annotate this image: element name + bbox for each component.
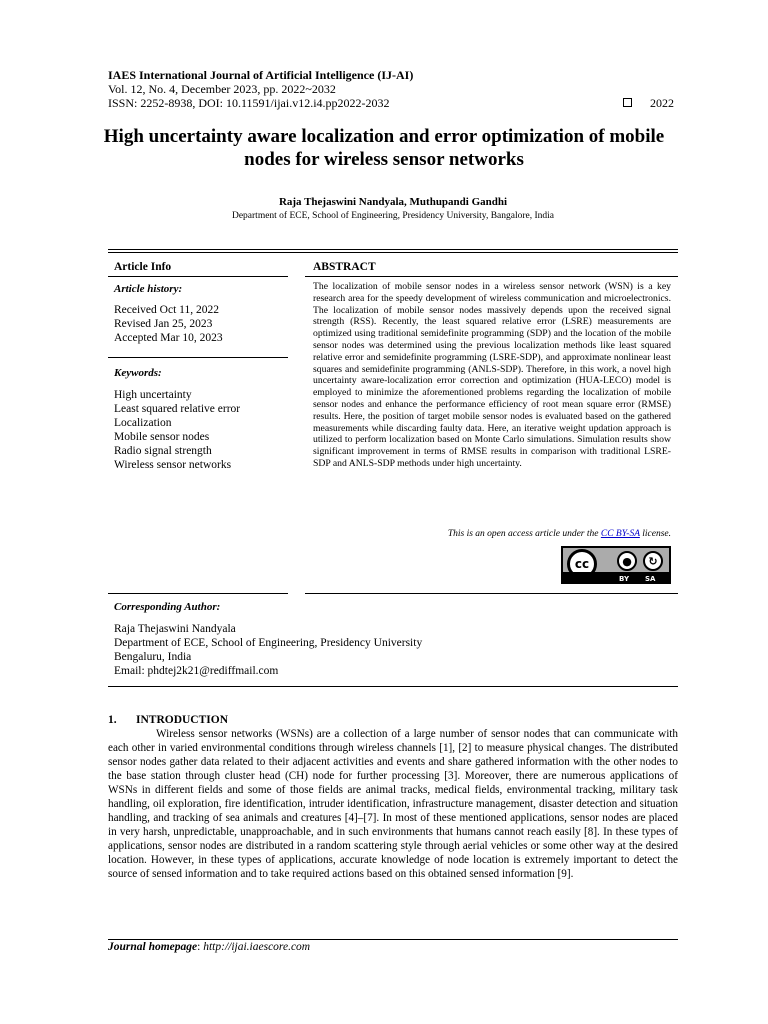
person-icon: ● <box>617 551 637 571</box>
page-number: 2022 <box>650 96 674 110</box>
license-suffix: license. <box>639 529 671 539</box>
article-history-list <box>114 303 223 345</box>
divider <box>108 249 678 250</box>
divider <box>108 686 678 687</box>
share-alike-icon: ↻ <box>643 551 663 571</box>
authors: Raja Thejaswini Nandyala, Muthupandi Gandhi <box>278 196 508 208</box>
cc-icon: cc <box>567 549 597 579</box>
badge-sa-label: SA <box>645 575 656 583</box>
keywords-heading: Keywords: <box>114 367 162 379</box>
divider <box>108 252 678 253</box>
square-icon <box>623 98 632 107</box>
introduction-text: Wireless sensor networks (WSNs) are a collection of a large number of sensor nodes that can communicate with each other in varied environmental conditions through wireless channels [1], [2] to measure physical changes. The distributed sensor nodes gather data related to their adjacent activities and events and share gathered information with the other nodes to the base station through cluster head (CH) node for further processing [3]. Moreover, there are numerous applications of WSNs in different fields and some of those fields are animal tracks, medical fields, environmental tracking, military task handling, oil exploration, fire identification, intruder identification, infrastructure management, disaster detection and situation handling, and tracking of sea animals and creatures [4]–[7]. In most of these mentioned applications, sensor nodes are placed in very harsh, unpredictable, unapproachable, and in such environments that humans cannot reach easily [8]. In these types of applications, sensor nodes are distributed in a random scattering style through aerial vehicles or some other way at the desired location. However, in these types of applications, accurate knowledge of node location is extremely important to detect the source of sensed information and to take required actions based on this obtained sensed information [9]. <box>108 728 678 880</box>
section-number: 1. <box>108 714 117 726</box>
license-link[interactable]: CC BY-SA <box>600 529 640 539</box>
journal-name: IAES International Journal of Artificial Intelligence (IJ-AI) <box>108 68 414 82</box>
author-name: Raja Thejaswini Nandyala <box>114 623 236 635</box>
divider <box>108 593 288 594</box>
license-line <box>313 529 671 539</box>
journal-issn-doi: ISSN: 2252-8938, DOI: 10.11591/ijai.v12.i4.pp2022-2032 <box>108 96 390 110</box>
divider <box>108 939 678 940</box>
introduction-heading <box>108 714 228 726</box>
divider <box>108 357 288 358</box>
divider <box>305 593 678 594</box>
section-title: INTRODUCTION <box>136 714 229 726</box>
license-prefix: This is an open access article under the <box>447 529 601 539</box>
cc-by-sa-badge[interactable] <box>561 546 671 584</box>
author-email: Email: phdtej2k21@rediffmail.com <box>114 665 279 677</box>
corresponding-author-details <box>114 622 422 678</box>
divider <box>305 276 678 277</box>
list-item: Accepted Mar 10, 2023 <box>114 332 223 344</box>
abstract-text: The localization of mobile sensor nodes in a wireless sensor network (WSN) is a key research area for the speedy development of wireless communication and microelectronics. The localization of mobile sensor nodes massively depends upon the received signal strength (RSS). Recently, the least squared relative error (LSRE) measurements are optimized using traditional semidefinite programming (SDP) and the location of the mobile sensor nodes was determined using the previous localization methods like least squared relative error and semidefinite programming (LSRE-SDP), and approximate nonlinear least squares and semidefinite programming (ANLS-SDP). Therefore, in this work, a novel high uncertainty aware-localization error correction and optimization (HUA-LECO) model is employed to minimize the aforementioned problems regarding the localization of mobile sensor nodes and enhance the performance efficiency of root mean square error (RMSE) results. Here, the position of target mobile sensor nodes is evaluated based on the gathered measurements while discarding faulty data. Here, an iterative weight updation approach is utilized to perform localization based on Monte Carlo simulations. Simulation results show significant improvement in terms of RMSE results in comparison with traditional LSRE-SDP and ANLS-SDP methods under high uncertainty. <box>313 281 671 469</box>
list-item: Mobile sensor nodes <box>114 431 210 443</box>
list-item: Wireless sensor networks <box>114 459 232 471</box>
author-department: Department of ECE, School of Engineering, Presidency University <box>114 637 423 649</box>
paper-title: High uncertainty aware localization and error optimization of mobile nodes for wireless sensor networks <box>103 126 665 170</box>
footer: Journal homepage: http://ijai.iaescore.com <box>108 941 311 953</box>
list-item: High uncertainty <box>114 389 192 401</box>
list-item: Localization <box>114 417 172 429</box>
list-item: Revised Jan 25, 2023 <box>114 318 213 330</box>
list-item: Radio signal strength <box>114 445 212 457</box>
journal-homepage-link[interactable]: http://ijai.iaescore.com <box>203 941 311 953</box>
abstract-heading: ABSTRACT <box>313 261 376 273</box>
list-item: Received Oct 11, 2022 <box>114 304 219 316</box>
affiliation: Department of ECE, School of Engineering, Presidency University, Bangalore, India <box>231 211 555 221</box>
footer-label: Journal homepage <box>108 941 198 953</box>
article-history-heading: Article history: <box>114 283 183 295</box>
journal-volume: Vol. 12, No. 4, December 2023, pp. 2022~2032 <box>108 82 336 96</box>
introduction-paragraph <box>108 727 678 881</box>
author-location: Bengaluru, India <box>114 651 192 663</box>
badge-by-label: BY <box>619 575 630 583</box>
list-item: Least squared relative error <box>114 403 241 415</box>
article-info-heading: Article Info <box>114 261 172 273</box>
divider <box>108 276 288 277</box>
corresponding-author-heading: Corresponding Author: <box>114 601 221 613</box>
keywords-list <box>114 388 240 472</box>
